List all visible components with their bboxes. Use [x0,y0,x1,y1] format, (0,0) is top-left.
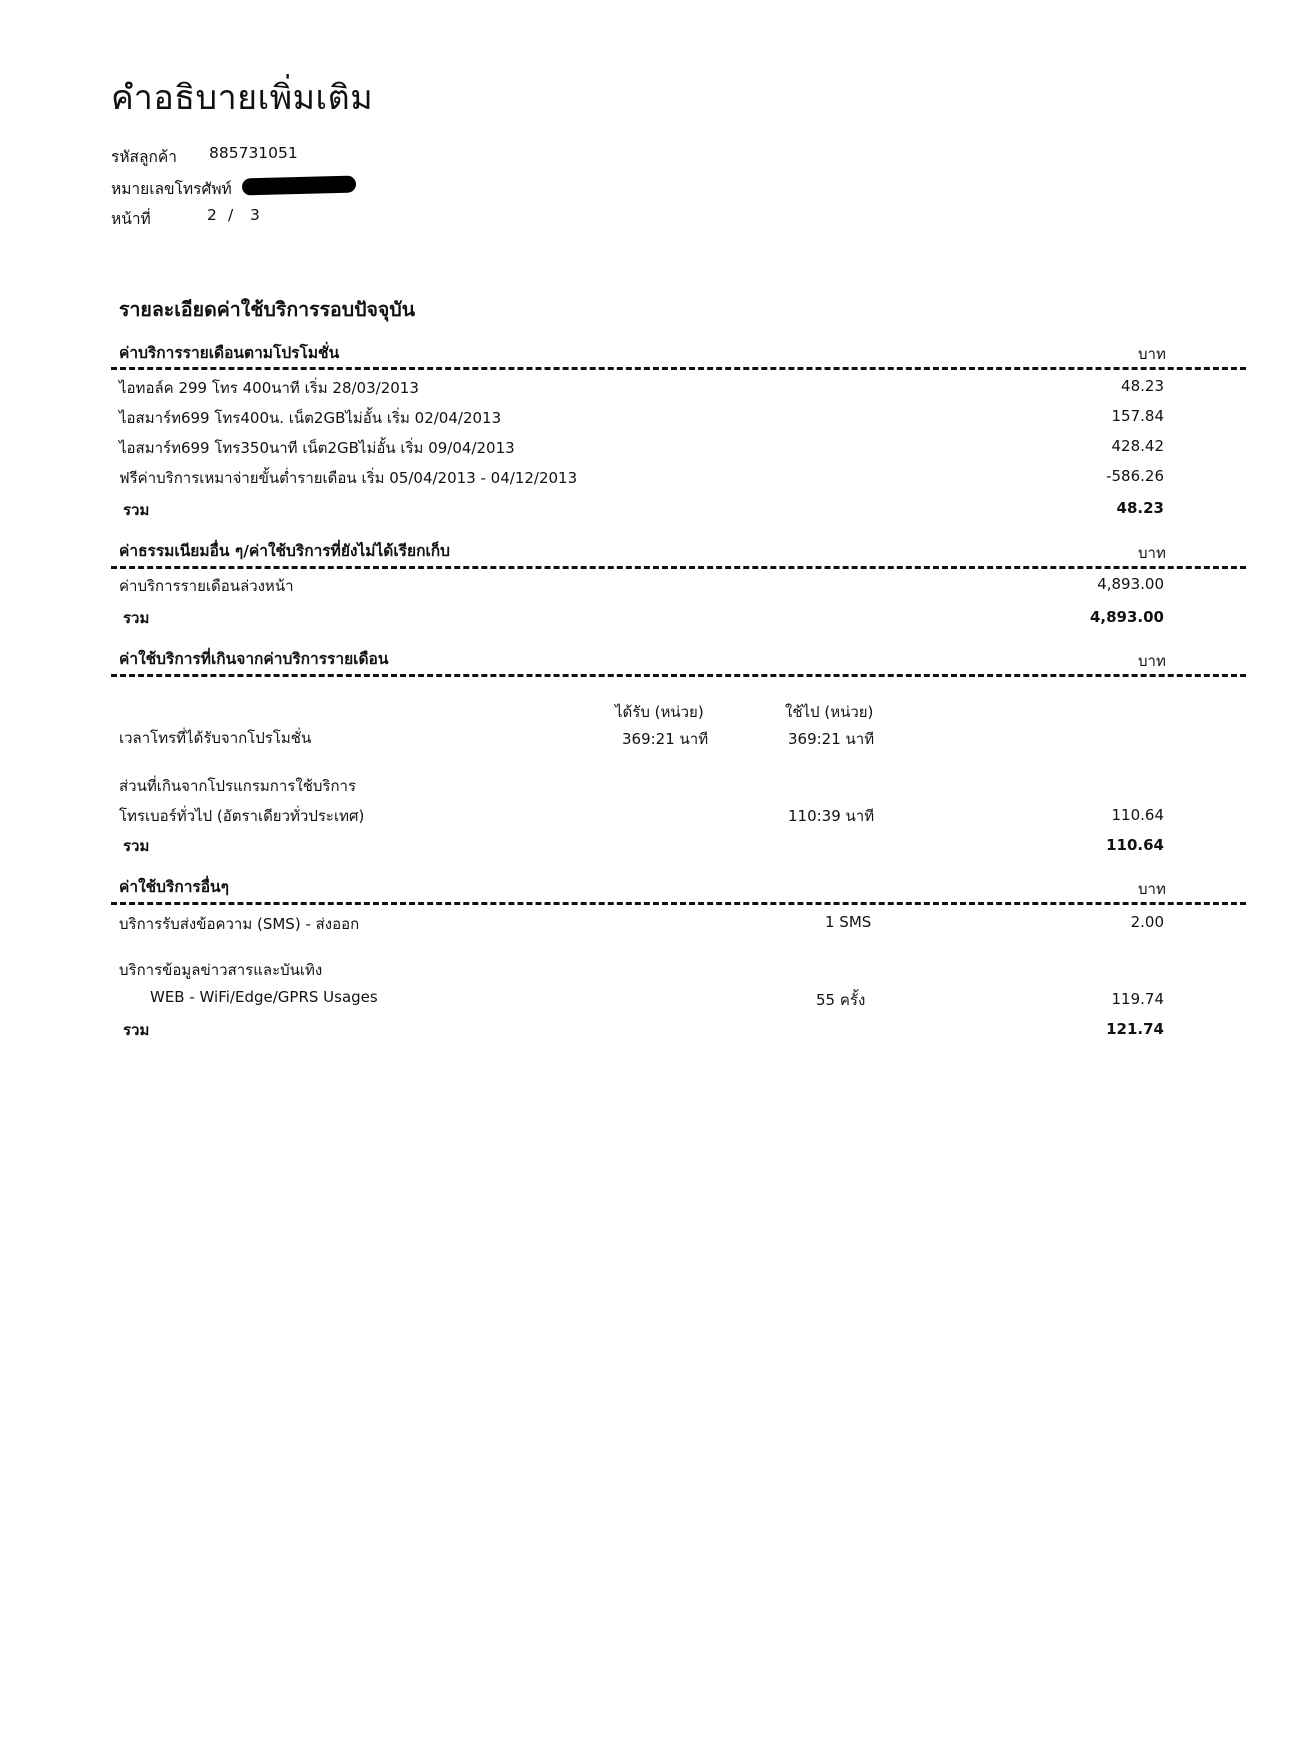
list-item: ไอทอล์ค 299 โทร 400นาที เริ่ม 28/03/2013 [119,379,419,397]
list-item-amount: 4,893.00 [1097,575,1164,593]
list-item-amount: 48.23 [1121,377,1164,395]
list-item-amount: 2.00 [1130,913,1164,931]
phone-label: หมายเลขโทรศัพท์ [111,180,232,198]
list-item-used: 110:39 นาที [788,807,875,825]
list-item: ค่าบริการรายเดือนล่วงหน้า [119,577,294,595]
overage-total: 110.64 [1106,836,1164,854]
promo-divider [111,367,1246,370]
fees-unit: บาท [1138,544,1166,562]
promo-unit: บาท [1138,345,1166,363]
promo-minutes-label: เวลาโทรที่ได้รับจากโปรโมชั่น [119,729,312,747]
fees-total: 4,893.00 [1089,608,1164,626]
list-item-amount: -586.26 [1106,467,1164,485]
list-item: บริการรับส่งข้อความ (SMS) - ส่งออก [119,915,360,933]
page-total: 3 [250,206,260,224]
list-item-used: 1 SMS [825,913,872,931]
overage-sub-heading: ส่วนที่เกินจากโปรแกรมการใช้บริการ [119,777,357,795]
page-separator: / [228,206,234,224]
overage-unit: บาท [1138,652,1166,670]
list-item-amount: 157.84 [1111,407,1164,425]
list-item-amount: 110.64 [1111,806,1164,824]
section-subtitle: รายละเอียดค่าใช้บริการรอบปัจจุบัน [119,298,416,321]
list-item: โทรเบอร์ทั่วไป (อัตราเดียวทั่วประเทศ) [119,807,365,825]
overage-heading: ค่าใช้บริการที่เกินจากค่าบริการรายเดือน [119,650,389,668]
other-heading: ค่าใช้บริการอื่นๆ [119,878,229,896]
fees-total-label: รวม [123,609,150,627]
list-item-used: 55 ครั้ง [816,991,866,1009]
list-item: ไอสมาร์ท699 โทร350นาที เน็ต2GBไม่อั้น เริ่ม 09/04/2013 [119,439,515,457]
page-title: คำอธิบายเพิ่มเติม [111,78,374,118]
promo-minutes-used: 369:21 นาที [788,730,875,748]
list-item: ฟรีค่าบริการเหมาจ่ายขั้นต่ำรายเดือน เริ่ม 05/04/2013 - 04/12/2013 [119,469,578,487]
other-unit: บาท [1138,880,1166,898]
col-used-header: ใช้ไป (หน่วย) [785,703,874,721]
other-total: 121.74 [1106,1020,1164,1038]
overage-divider [111,674,1246,677]
page-label: หน้าที่ [111,210,151,228]
fees-divider [111,566,1246,569]
list-item: WEB - WiFi/Edge/GPRS Usages [150,988,378,1006]
list-item-amount: 119.74 [1111,990,1164,1008]
other-sub-heading: บริการข้อมูลข่าวสารและบันเทิง [119,961,323,979]
promo-total-label: รวม [123,501,150,519]
promo-minutes-received: 369:21 นาที [622,730,709,748]
customer-id-label: รหัสลูกค้า [111,148,177,166]
promo-total: 48.23 [1116,499,1164,517]
list-item: ไอสมาร์ท699 โทร400น. เน็ต2GBไม่อั้น เริ่ม 02/04/2013 [119,409,502,427]
list-item-amount: 428.42 [1111,437,1164,455]
customer-id-value: 885731051 [209,144,298,162]
col-received-header: ได้รับ (หน่วย) [615,703,704,721]
redacted-phone-number [242,176,356,196]
promo-heading: ค่าบริการรายเดือนตามโปรโมชั่น [119,344,340,362]
other-total-label: รวม [123,1021,150,1039]
fees-heading: ค่าธรรมเนียมอื่น ๆ/ค่าใช้บริการที่ยังไม่ได้เรียกเก็บ [119,542,450,560]
page-current: 2 [207,206,217,224]
other-divider [111,902,1246,905]
overage-total-label: รวม [123,837,150,855]
